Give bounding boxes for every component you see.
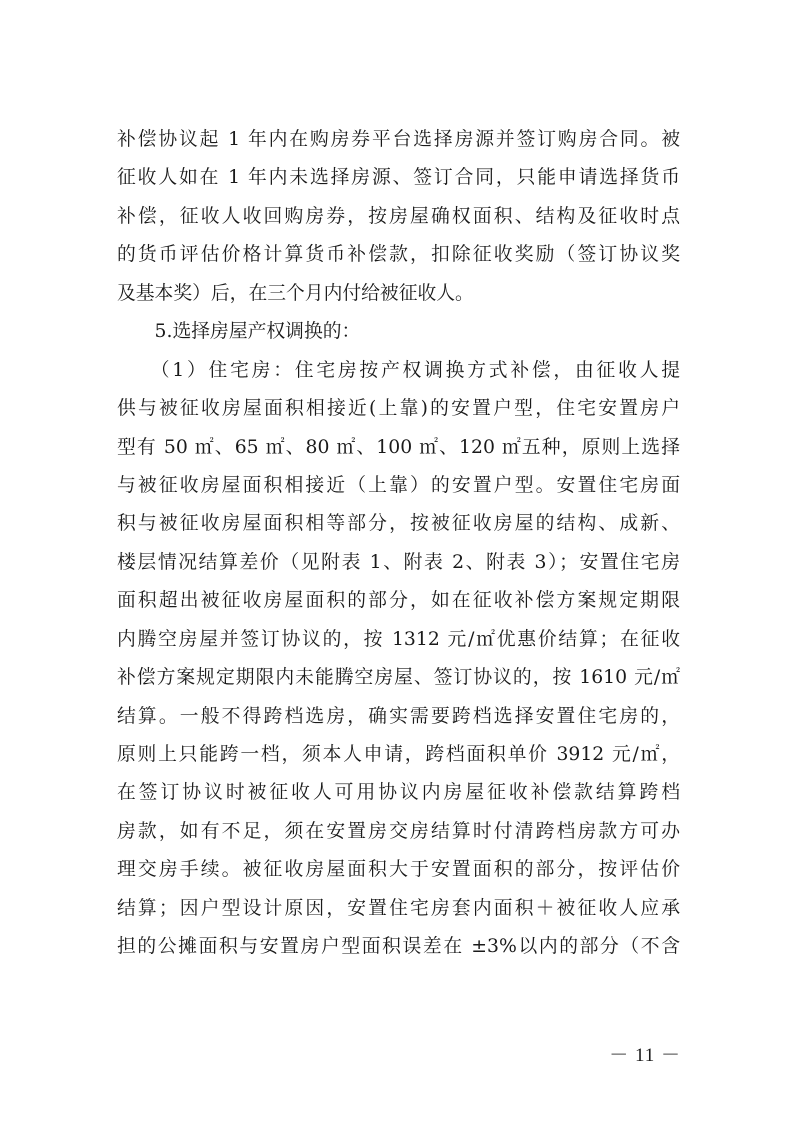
text-line: 担的公摊面积与安置房户型面积误差在 ±3%以内的部分（不含 — [117, 936, 680, 958]
text-line: 征收人如在 1 年内未选择房源、签订合同，只能申请选择货币 — [117, 167, 680, 189]
text-line: 结算；因户型设计原因，安置住宅房套内面积＋被征收人应承 — [117, 897, 680, 919]
text-line: 及基本奖）后，在三个月内付给被征收人。 — [117, 282, 474, 304]
text-line: （1）住宅房：住宅房按产权调换方式补偿，由征收人提 — [117, 359, 680, 381]
text-line: 原则上只能跨一档，须本人申请，跨档面积单价 3912 元/㎡， — [117, 744, 680, 765]
text-line: 补偿，征收人收回购房券，按房屋确权面积、结构及征收时点 — [117, 205, 680, 227]
text-line: 的货币评估价格计算货币补偿款，扣除征收奖励（签订协议奖 — [117, 244, 680, 266]
text-line: 补偿方案规定期限内未能腾空房屋、签订协议的，按 1610 元/㎡ — [117, 667, 680, 689]
text-line: 内腾空房屋并签订协议的，按 1312 元/㎡优惠价结算；在征收 — [117, 628, 680, 650]
text-line: 面积超出被征收房屋面积的部分，如在征收补偿方案规定期限 — [117, 590, 680, 612]
text-line: 与被征收房屋面积相接近（上靠）的安置户型。安置住宅房面 — [117, 474, 680, 496]
text-line: 供与被征收房屋面积相接近(上靠)的安置户型，住宅安置房户 — [117, 398, 680, 420]
text-line: 楼层情况结算差价（见附表 1、附表 2、附表 3）；安置住宅房 — [117, 551, 680, 573]
text-line: 补偿协议起 1 年内在购房券平台选择房源并签订购房合同。被 — [117, 129, 680, 150]
text-line: 型有 50 ㎡、65 ㎡、80 ㎡、100 ㎡、120 ㎡五种，原则上选择 — [117, 436, 680, 458]
page-number: － 11 － — [609, 1045, 681, 1066]
page-body — [117, 121, 680, 967]
text-line: 理交房手续。被征收房屋面积大于安置面积的部分，按评估价 — [117, 859, 680, 881]
text-line: 在签订协议时被征收人可用协议内房屋征收补偿款结算跨档 — [117, 782, 680, 804]
section-heading: 5.选择房屋产权调换的： — [117, 321, 361, 343]
text-line: 房款，如有不足，须在安置房交房结算时付清跨档房款方可办 — [117, 820, 680, 842]
text-line: 结算。一般不得跨档选房，确实需要跨档选择安置住宅房的， — [117, 705, 680, 727]
text-line: 积与被征收房屋面积相等部分，按被征收房屋的结构、成新、 — [117, 513, 680, 535]
